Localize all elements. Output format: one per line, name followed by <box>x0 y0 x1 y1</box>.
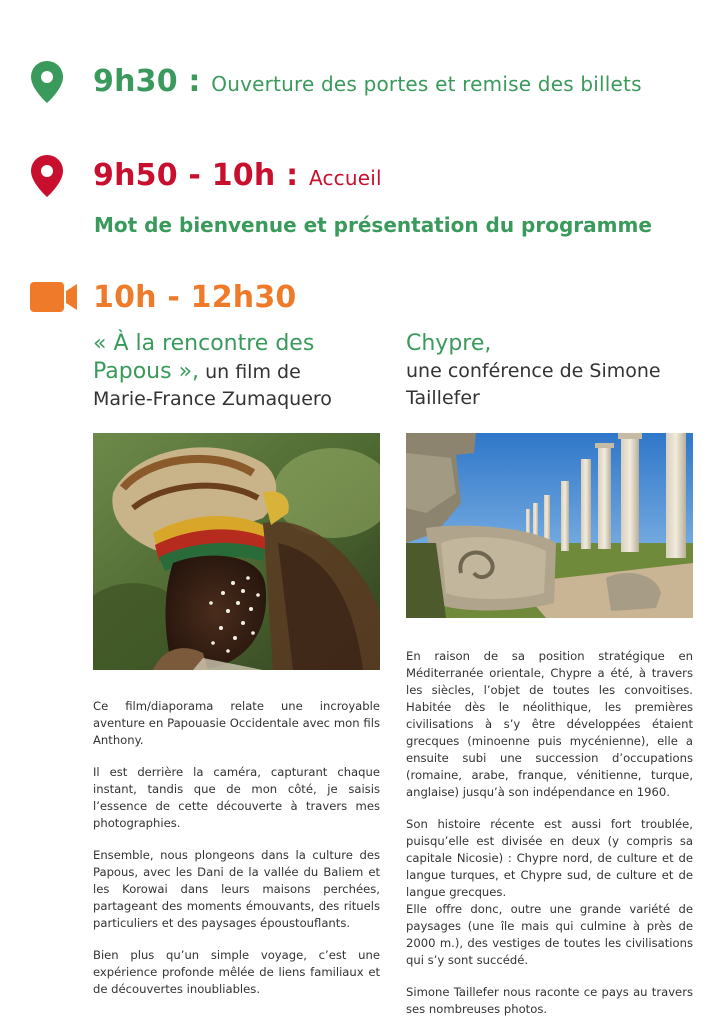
conference-subtitle-1: une conférence de Simone <box>406 360 661 382</box>
conference-title-main: Chypre, <box>406 331 492 356</box>
film-description <box>93 698 380 1013</box>
conference-subtitle-2: Taillefer <box>406 387 480 409</box>
location-pin-icon <box>30 60 64 104</box>
schedule-label: Ouverture des portes et remise des billets <box>211 72 642 96</box>
conference-paragraph: Elle offre donc, outre une grande variété de paysages (une île mais qui culmine à près de 2000 m.), des vestiges de toutes les civilisations qui s’y sont succédé. <box>406 902 693 967</box>
film-paragraph: Il est derrière la caméra, capturant chaque instant, tandis que de mon côté, je saisis l’essence de cette découverte à travers mes photographies. <box>93 765 380 830</box>
location-pin-icon <box>30 154 64 198</box>
video-camera-icon <box>30 282 78 312</box>
schedule-time: 9h50 - 10h : <box>93 158 299 193</box>
schedule-item-3 <box>93 280 297 315</box>
papuan-warrior-photo <box>93 433 380 670</box>
schedule-subtitle: Mot de bienvenue et présentation du programme <box>94 213 652 237</box>
schedule-item-2 <box>93 158 382 193</box>
conference-paragraph: En raison de sa position stratégique en Méditerranée orientale, Chypre a été, à travers les siècles, l’objet de toutes les convoitises. Habitée dès le néolithique, les premières civilisations à s’y être développées étaient grecques (minoenne puis mycénienne), elle a ensuite subi une succession d’occupations (romaine, arabe, franque, vénitienne, turque, anglaise) jusqu’à son indépendance en 1960. <box>406 649 693 799</box>
film-title-quote: « À la rencontre des <box>93 331 315 356</box>
schedule-label: Accueil <box>308 166 382 190</box>
film-title-rest: un film de <box>199 361 301 383</box>
cyprus-ruins-photo <box>406 433 693 618</box>
film-title <box>93 330 383 413</box>
film-paragraph: Ce film/diaporama relate une incroyable aventure en Papouasie Occidentale avec mon fils Anthony. <box>93 699 380 747</box>
conference-paragraph: Simone Taillefer nous raconte ce pays au travers ses nombreuses photos. <box>406 985 693 1016</box>
conference-paragraph: Son histoire récente est aussi fort troublée, puisqu’elle est divisée en deux (y compris sa capitale Nicosie) : Chypre nord, de culture et de langue turques, et Chypre sud, de culture et de langue grecques. <box>406 817 693 899</box>
schedule-time: 10h - 12h30 <box>93 280 297 315</box>
film-paragraph: Bien plus qu’un simple voyage, c’est une expérience profonde mêlée de liens familiaux et de découvertes inoubliables. <box>93 948 380 996</box>
film-title-quote-end: Papous », <box>93 359 200 384</box>
schedule-item-1 <box>93 64 642 99</box>
film-author: Marie-France Zumaquero <box>93 388 332 410</box>
schedule-time: 9h30 : <box>93 64 201 99</box>
film-paragraph: Ensemble, nous plongeons dans la culture des Papous, avec les Dani de la vallée du Baliem et les Korowai dans leurs maisons perchées, partageant des moments émouvants, des rituels particuliers et des paysages époustouflants. <box>93 848 380 930</box>
conference-description <box>406 648 693 1033</box>
conference-title <box>406 330 696 412</box>
